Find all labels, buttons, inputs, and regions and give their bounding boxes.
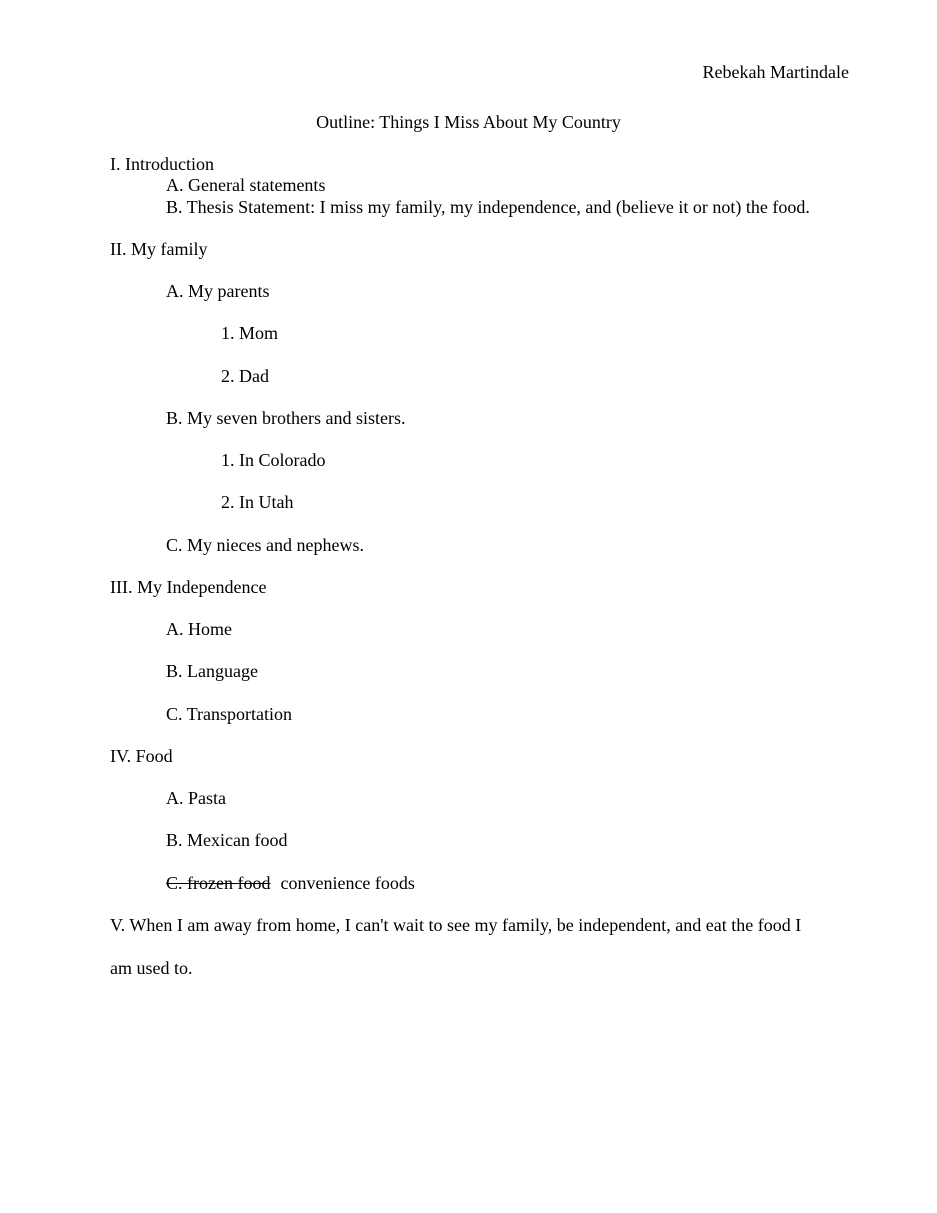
outline-item-nieces-nephews: C. My nieces and nephews. (166, 535, 364, 555)
outline-item-parents: A. My parents (166, 281, 270, 301)
conclusion-line-2: am used to. (110, 958, 193, 978)
document-title: Outline: Things I Miss About My Country (316, 112, 621, 132)
outline-item-general-statements: A. General statements (166, 175, 326, 195)
section-heading-independence: III. My Independence (110, 577, 267, 597)
struck-text: C. frozen food (166, 873, 271, 893)
outline-subitem-utah: 2. In Utah (221, 492, 294, 512)
section-heading-family: II. My family (110, 239, 208, 259)
outline-subitem-mom: 1. Mom (221, 323, 279, 343)
outline-item-mexican-food: B. Mexican food (166, 830, 288, 850)
outline-subitem-colorado: 1. In Colorado (221, 450, 326, 470)
author-name: Rebekah Martindale (702, 62, 849, 82)
replacement-text: convenience foods (280, 873, 415, 893)
conclusion-line-1: V. When I am away from home, I can't wait to see my family, be independent, and eat the food I (110, 915, 802, 935)
outline-item-transportation: C. Transportation (166, 704, 293, 724)
outline-item-home: A. Home (166, 619, 232, 639)
outline-item-convenience-foods (166, 872, 415, 894)
outline-item-siblings: B. My seven brothers and sisters. (166, 408, 406, 428)
outline-item-language: B. Language (166, 661, 258, 681)
section-heading-introduction: I. Introduction (110, 154, 214, 174)
section-heading-food: IV. Food (110, 746, 173, 766)
outline-item-pasta: A. Pasta (166, 788, 226, 808)
outline-subitem-dad: 2. Dad (221, 366, 269, 386)
outline-item-thesis-statement: B. Thesis Statement: I miss my family, my independence, and (believe it or not) the food. (166, 197, 810, 217)
